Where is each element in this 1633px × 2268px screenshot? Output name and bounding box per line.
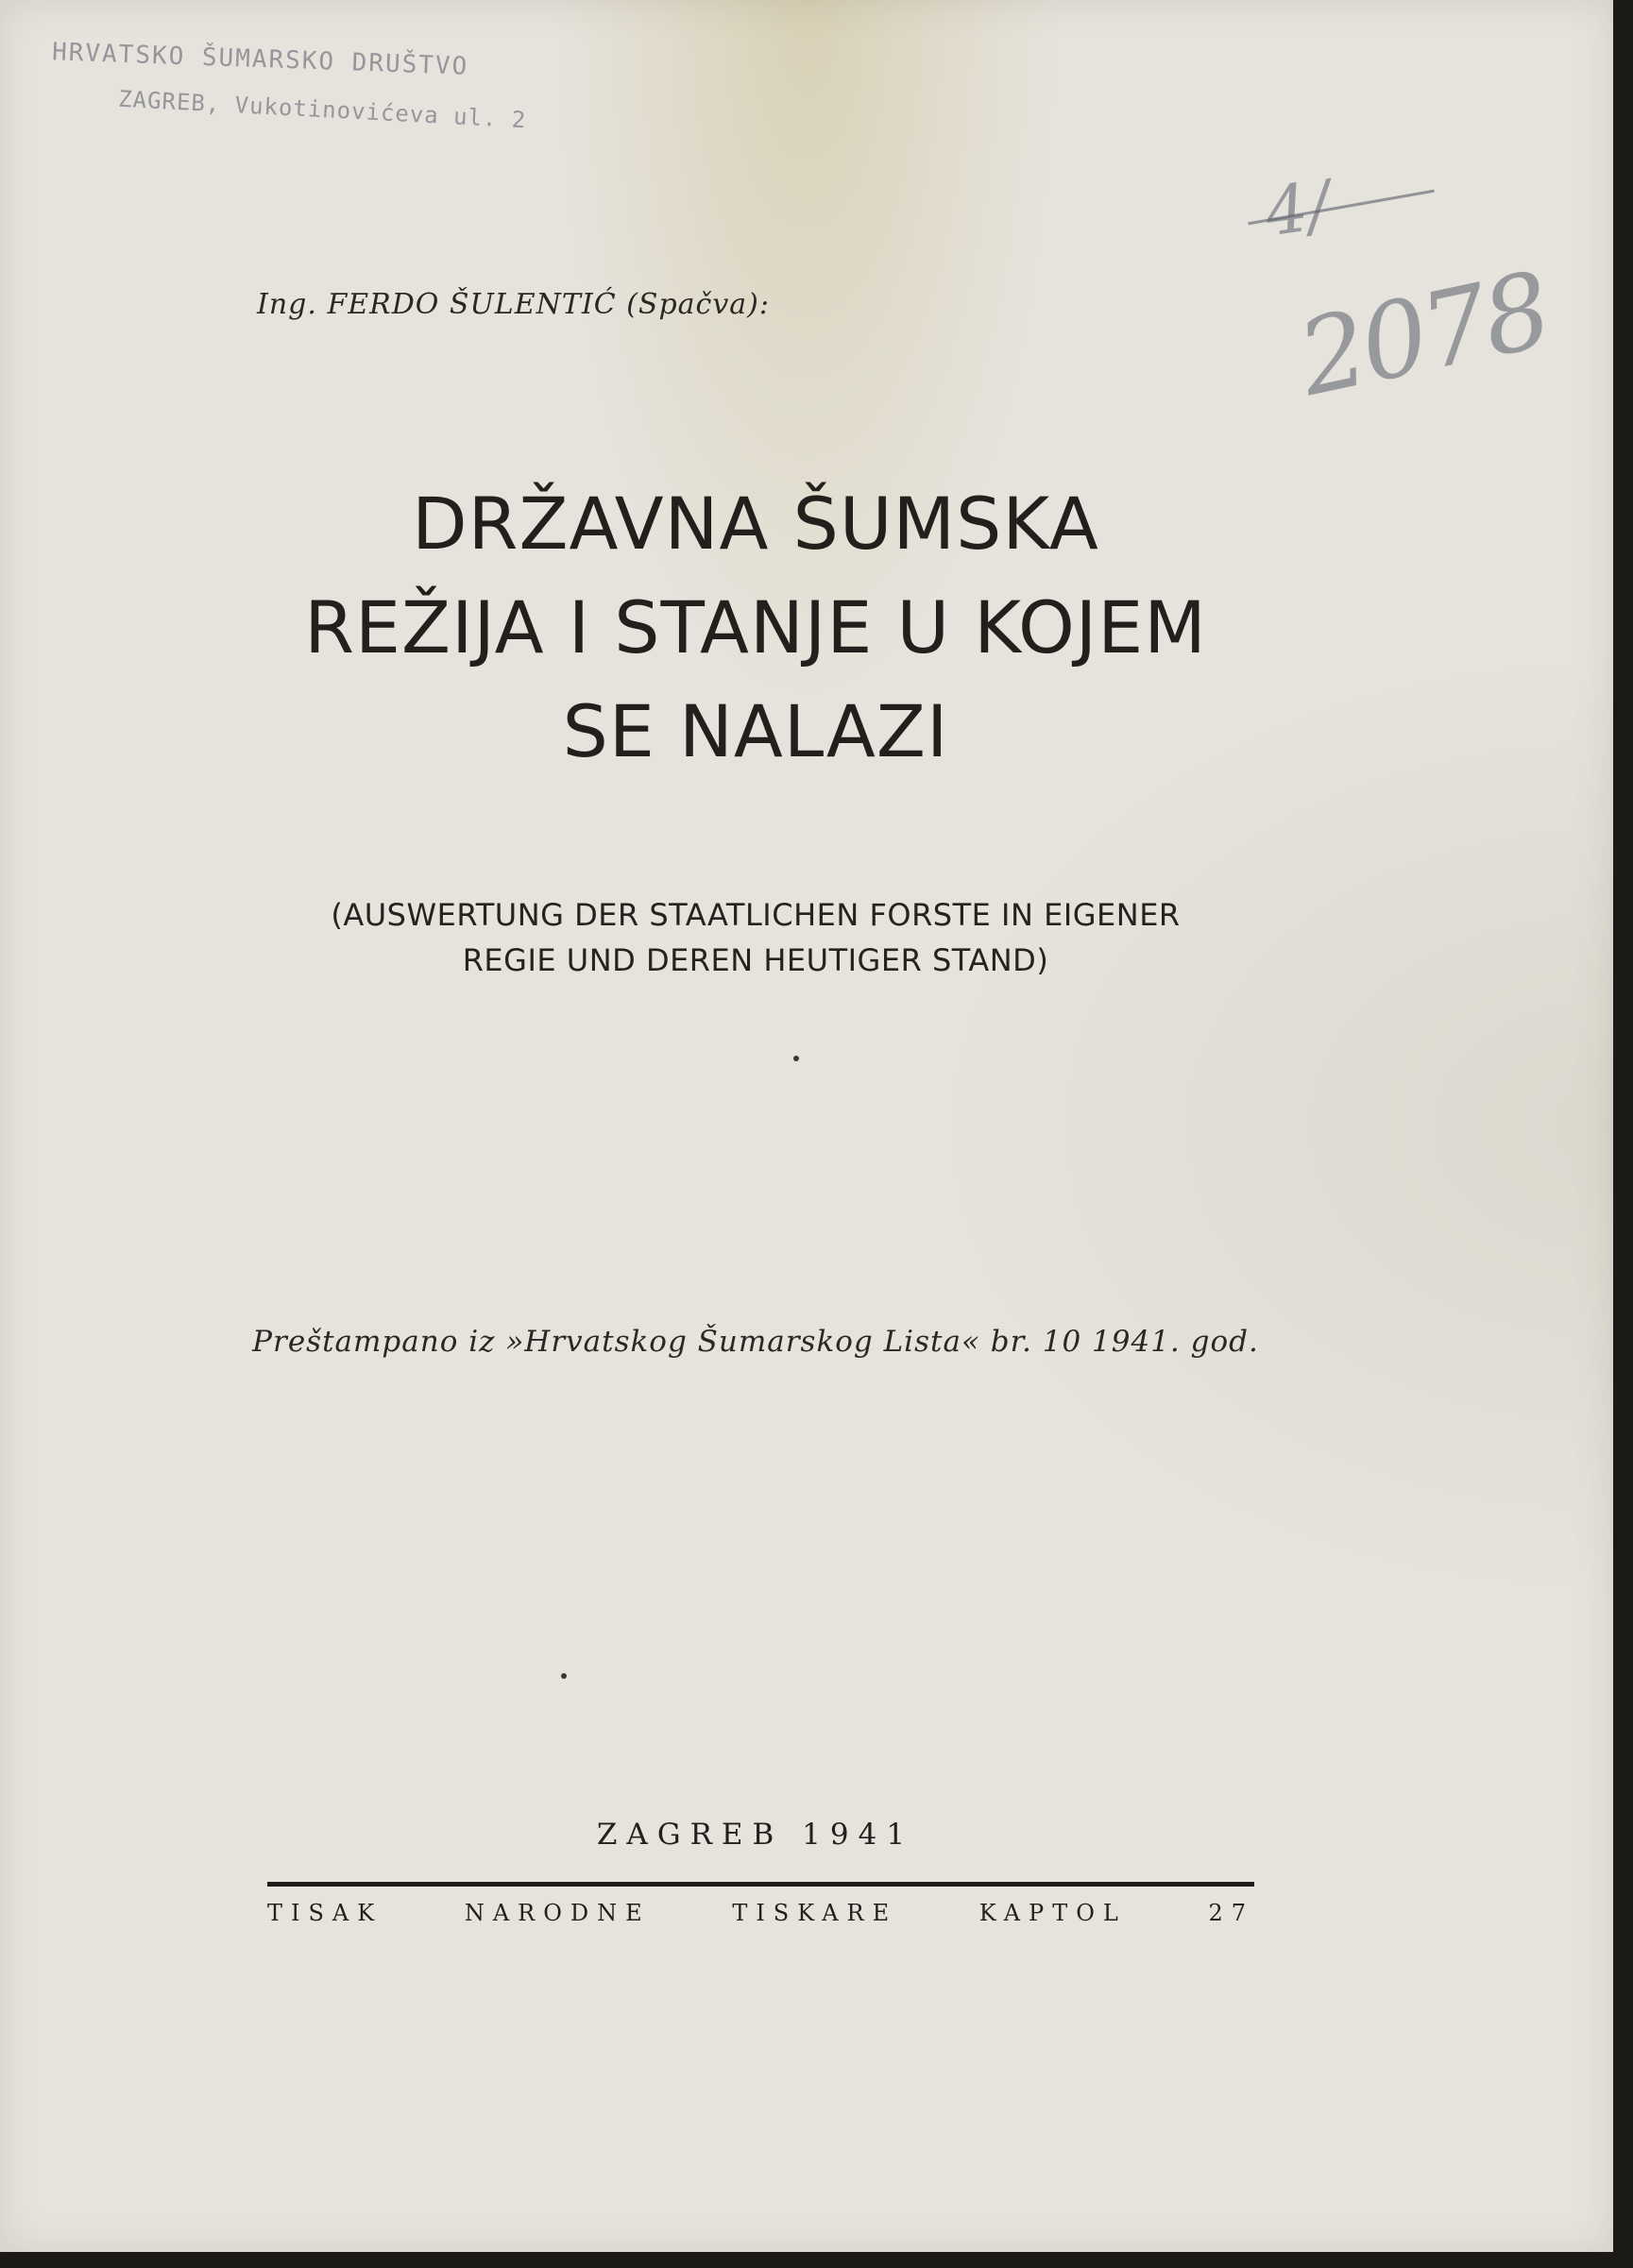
inventory-number: 2078 <box>1288 248 1558 420</box>
place-and-year: ZAGREB 1941 <box>596 1818 915 1852</box>
title-line-2: REŽIJA I STANJE U KOJEM <box>304 585 1207 669</box>
ink-speck <box>561 1673 567 1679</box>
title-line-1: DRŽAVNA ŠUMSKA <box>412 482 1099 566</box>
page-edge <box>1613 0 1633 2268</box>
imprint-rule <box>267 1882 1254 1887</box>
handwritten-inventory-number <box>1228 161 1558 444</box>
reprint-note: Preštampano iz »Hrvatskog Šumarskog Lista« br. 10 1941. god. <box>252 1325 1259 1359</box>
german-subtitle <box>0 892 1511 983</box>
title-line-3: SE NALAZI <box>562 689 949 773</box>
ink-dot <box>793 1056 799 1061</box>
stamp-line-1: HRVATSKO ŠUMARSKO DRUŠTVO <box>51 38 469 81</box>
stamp-line-2: ZAGREB, Vukotinovićeva ul. 2 <box>117 85 528 134</box>
subtitle-line-2: REGIE UND DEREN HEUTIGER STAND) <box>462 942 1049 978</box>
subtitle-line-1: (AUSWERTUNG DER STAATLICHEN FORSTE IN EIGENER <box>331 897 1181 933</box>
library-stamp <box>52 38 543 189</box>
printer-line: TISAK NARODNE TISKARE KAPTOL 27 <box>267 1900 1254 1926</box>
author-line: Ing. FERDO ŠULENTIĆ (Spačva): <box>257 288 770 321</box>
document-title <box>0 472 1511 784</box>
struck-out-number: 4/ <box>1260 165 1335 252</box>
